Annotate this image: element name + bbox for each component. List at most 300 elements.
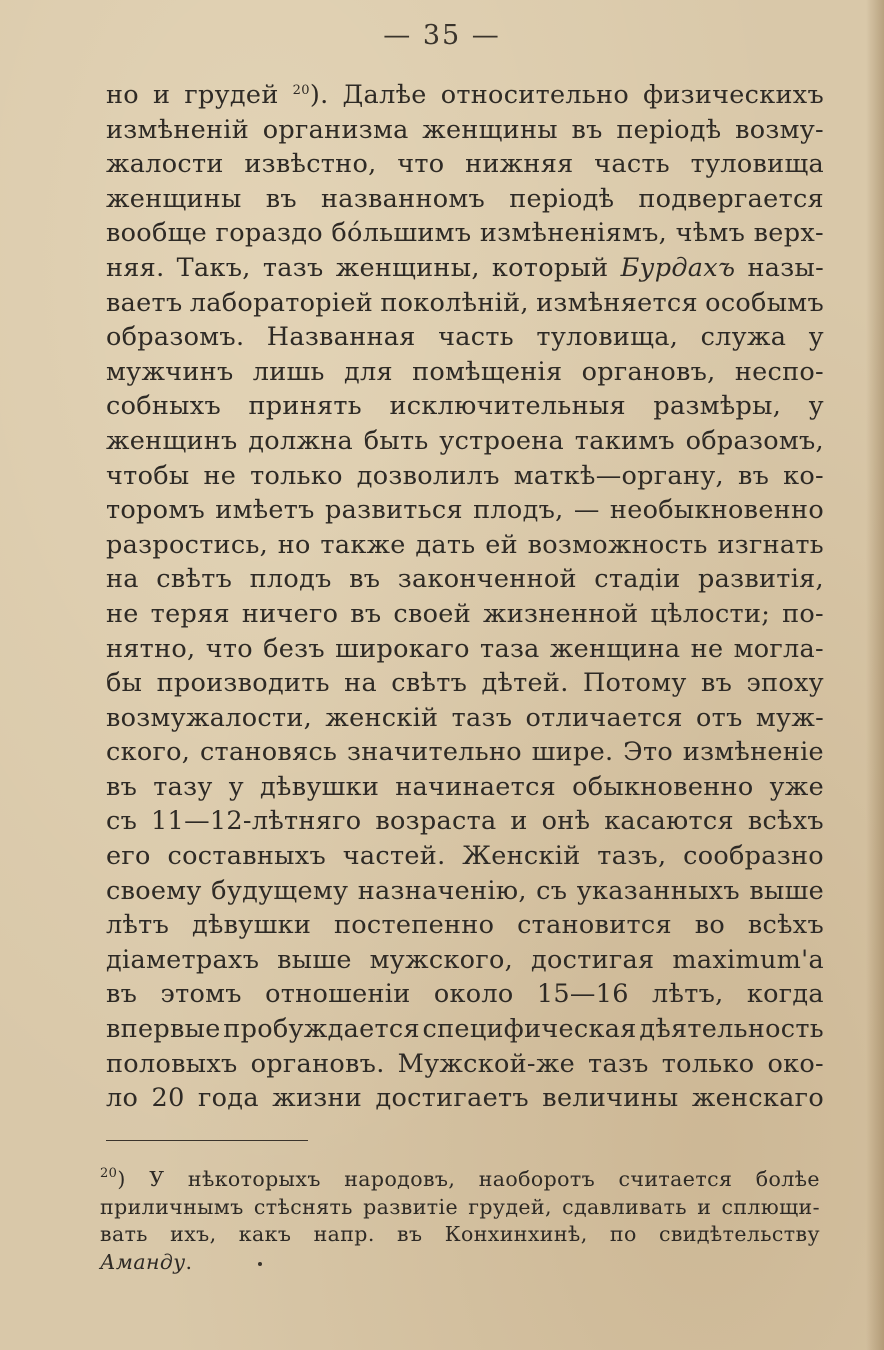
word-part: какъ bbox=[238, 1222, 292, 1246]
word bbox=[756, 1166, 820, 1194]
word-part: относительно bbox=[440, 80, 630, 110]
word bbox=[357, 459, 500, 494]
word-part: лишь bbox=[252, 356, 325, 387]
word bbox=[254, 1194, 353, 1222]
word bbox=[153, 78, 170, 113]
word-part: и bbox=[697, 1194, 712, 1219]
word bbox=[676, 216, 746, 251]
word bbox=[528, 528, 708, 563]
word bbox=[696, 701, 743, 736]
word bbox=[263, 113, 409, 148]
word bbox=[532, 735, 614, 770]
word bbox=[738, 459, 769, 494]
word bbox=[106, 562, 139, 597]
word bbox=[229, 770, 244, 805]
word-part: подвергается bbox=[638, 183, 824, 214]
text-line bbox=[106, 1047, 824, 1082]
word bbox=[462, 839, 580, 874]
word bbox=[153, 770, 212, 805]
word-part: возможность bbox=[527, 529, 708, 560]
word bbox=[192, 908, 311, 943]
word-part: развиться bbox=[325, 495, 463, 526]
word-part: тазъ bbox=[262, 252, 324, 283]
word bbox=[616, 113, 721, 148]
word-part: верх- bbox=[753, 218, 824, 249]
word bbox=[106, 735, 190, 770]
word-part: но bbox=[106, 80, 139, 110]
page-number: — 35 — bbox=[383, 20, 501, 51]
word bbox=[106, 597, 139, 632]
word-part: въ bbox=[350, 598, 382, 629]
word-part: развитіе bbox=[363, 1194, 459, 1219]
word bbox=[320, 528, 405, 563]
word-part: будущему bbox=[211, 875, 349, 906]
word-part: собныхъ bbox=[106, 391, 221, 422]
word bbox=[106, 182, 242, 217]
text-line bbox=[106, 735, 824, 770]
word bbox=[610, 1221, 637, 1249]
word-part: особымъ bbox=[705, 287, 824, 318]
word-part: года bbox=[198, 1083, 259, 1114]
word-part: для bbox=[343, 356, 393, 387]
word-part: ихъ, bbox=[170, 1222, 217, 1246]
word bbox=[422, 113, 558, 148]
word bbox=[588, 1047, 649, 1082]
word bbox=[358, 874, 527, 909]
word bbox=[483, 597, 639, 632]
word-part: чѣмъ bbox=[675, 218, 746, 249]
word bbox=[272, 1081, 362, 1116]
word-part: уже bbox=[769, 771, 824, 802]
text-line bbox=[106, 459, 824, 494]
word-part: дѣятельность bbox=[639, 1014, 824, 1045]
word bbox=[206, 632, 253, 667]
word-part: по- bbox=[782, 598, 824, 629]
word-part: Это bbox=[623, 737, 674, 768]
word-part: Названная bbox=[266, 322, 416, 353]
word bbox=[423, 1012, 637, 1047]
word bbox=[278, 528, 311, 563]
word-part: Конхинхинѣ, bbox=[444, 1222, 588, 1246]
word bbox=[492, 251, 608, 286]
word bbox=[398, 1047, 575, 1082]
word-part: величины bbox=[542, 1083, 679, 1114]
word-part: діаметрахъ bbox=[106, 944, 260, 975]
text-line bbox=[106, 320, 824, 355]
word-part: изгнать bbox=[717, 529, 824, 560]
word-part: всѣхъ bbox=[747, 910, 824, 941]
word-part: отношеніи bbox=[265, 979, 411, 1010]
word bbox=[672, 943, 824, 978]
word-part: измѣненій bbox=[106, 114, 250, 145]
word bbox=[350, 597, 381, 632]
word-part: женскаго bbox=[691, 1083, 824, 1114]
word-part: не bbox=[690, 633, 724, 664]
text-line bbox=[106, 1081, 824, 1116]
word bbox=[734, 632, 824, 667]
text-line bbox=[106, 701, 824, 736]
text-line bbox=[106, 666, 824, 701]
word-part: разростись, bbox=[106, 529, 269, 560]
word bbox=[536, 320, 678, 355]
word bbox=[325, 701, 438, 736]
word bbox=[250, 562, 332, 597]
word-part: 11—12-лѣтняго bbox=[151, 806, 362, 837]
word-part: нижняя bbox=[465, 149, 574, 180]
word-part: возму- bbox=[735, 114, 824, 145]
word bbox=[770, 770, 824, 805]
word bbox=[809, 389, 824, 424]
word-part: тазъ, bbox=[597, 841, 667, 872]
word bbox=[485, 528, 518, 563]
word-part: отъ bbox=[696, 702, 743, 733]
word-part: женщины bbox=[422, 114, 558, 145]
word-part: быть bbox=[363, 425, 429, 456]
word-part: устроена bbox=[439, 425, 565, 456]
word bbox=[260, 770, 379, 805]
word-part: торомъ bbox=[106, 495, 205, 526]
word bbox=[106, 632, 195, 667]
word-part: женщины bbox=[106, 183, 242, 214]
word bbox=[393, 597, 471, 632]
word bbox=[452, 701, 513, 736]
footnote-line bbox=[100, 1194, 820, 1222]
word bbox=[686, 424, 824, 459]
word bbox=[582, 355, 716, 390]
word-part: только bbox=[250, 460, 343, 491]
word bbox=[583, 666, 687, 701]
word-part: народовъ, bbox=[344, 1167, 456, 1191]
word bbox=[106, 701, 312, 736]
emphasized-name: Аманду bbox=[100, 1249, 186, 1274]
word bbox=[321, 182, 485, 217]
word bbox=[536, 874, 567, 909]
word bbox=[100, 1166, 126, 1194]
word bbox=[659, 1221, 820, 1249]
text-line bbox=[106, 562, 824, 597]
word-part: женскій bbox=[325, 702, 439, 733]
word bbox=[638, 182, 824, 217]
word-part: также bbox=[320, 529, 406, 560]
word bbox=[277, 943, 352, 978]
emphasized-name: Бурдахъ bbox=[620, 252, 736, 283]
word bbox=[397, 147, 444, 182]
word bbox=[106, 770, 137, 805]
word bbox=[747, 977, 824, 1012]
word-part: дать bbox=[415, 529, 476, 560]
word bbox=[106, 666, 142, 701]
word-part: и bbox=[510, 806, 528, 837]
word bbox=[536, 286, 698, 321]
word-part: У bbox=[149, 1167, 165, 1191]
word bbox=[441, 78, 629, 113]
word bbox=[106, 528, 268, 563]
word-part: своей bbox=[393, 598, 471, 629]
word bbox=[481, 666, 568, 701]
word bbox=[574, 493, 600, 528]
word-part: тазу bbox=[153, 771, 213, 802]
word-part: нѣкоторыхъ bbox=[187, 1167, 321, 1191]
text-line bbox=[106, 1012, 824, 1047]
word-part: ) bbox=[117, 1167, 126, 1191]
word-part: но bbox=[277, 529, 311, 560]
word bbox=[509, 182, 614, 217]
word-part: лѣтъ bbox=[106, 910, 170, 941]
word-part: назначенію, bbox=[357, 875, 527, 906]
word-part: измѣняется bbox=[536, 287, 698, 318]
word bbox=[244, 147, 376, 182]
word bbox=[643, 78, 824, 113]
text-line bbox=[106, 839, 824, 874]
word bbox=[248, 424, 353, 459]
word-part: сдавливать bbox=[562, 1194, 687, 1219]
word bbox=[293, 78, 329, 113]
word bbox=[168, 839, 326, 874]
word bbox=[106, 839, 151, 874]
word bbox=[412, 355, 562, 390]
word-part: названномъ bbox=[321, 183, 486, 214]
word-part: вообще bbox=[106, 218, 208, 249]
word bbox=[106, 320, 244, 355]
word bbox=[344, 355, 393, 390]
word bbox=[106, 251, 164, 286]
word bbox=[211, 874, 348, 909]
word bbox=[100, 1194, 244, 1222]
word bbox=[468, 1194, 552, 1222]
word bbox=[692, 1081, 824, 1116]
word-part: служа bbox=[700, 322, 787, 353]
word-part: законченной bbox=[397, 564, 577, 595]
word-part: періодѣ bbox=[616, 114, 722, 145]
word bbox=[106, 874, 202, 909]
word bbox=[380, 286, 528, 321]
text-line bbox=[106, 977, 824, 1012]
footnote-line bbox=[100, 1221, 820, 1249]
word-part: няя. bbox=[106, 252, 165, 283]
word bbox=[223, 1012, 420, 1047]
text-line bbox=[106, 424, 824, 459]
word bbox=[266, 182, 297, 217]
word-part: организма bbox=[262, 114, 409, 145]
word bbox=[375, 1081, 528, 1116]
word-part: свѣтъ bbox=[156, 564, 233, 595]
word bbox=[705, 286, 824, 321]
word-part: во bbox=[694, 910, 726, 941]
word bbox=[106, 1012, 221, 1047]
word-part: гораздо bbox=[215, 218, 323, 249]
word bbox=[572, 113, 603, 148]
word bbox=[782, 597, 824, 632]
ink-speck bbox=[258, 1262, 262, 1266]
word bbox=[575, 424, 675, 459]
word-part: маткѣ—органу, bbox=[513, 460, 724, 491]
word bbox=[754, 216, 824, 251]
word bbox=[783, 459, 824, 494]
word bbox=[398, 562, 577, 597]
word-part: дозволилъ bbox=[356, 460, 500, 491]
word-part: око- bbox=[767, 1048, 824, 1079]
word-part: на bbox=[106, 564, 139, 595]
word bbox=[721, 1194, 819, 1222]
word-part: постепенно bbox=[333, 910, 495, 941]
word bbox=[251, 1047, 385, 1082]
word bbox=[517, 908, 672, 943]
word-part: плодъ, bbox=[473, 495, 564, 526]
word-part: его bbox=[106, 841, 151, 872]
text-line bbox=[106, 113, 824, 148]
word-part: чтобы bbox=[106, 460, 190, 491]
word bbox=[344, 1166, 455, 1194]
word-part: стѣснять bbox=[253, 1194, 353, 1219]
word-part: впервые bbox=[106, 1014, 221, 1045]
word bbox=[577, 874, 740, 909]
word-part: ко- bbox=[783, 460, 824, 491]
word-part: сплющи- bbox=[721, 1194, 820, 1219]
word bbox=[697, 1194, 711, 1222]
word bbox=[683, 735, 824, 770]
word-part: органовъ, bbox=[581, 356, 716, 387]
word bbox=[550, 632, 681, 667]
text-line bbox=[106, 389, 824, 424]
word-part: указанныхъ bbox=[576, 875, 740, 906]
word-part: жизни bbox=[272, 1083, 363, 1114]
word-part: размѣры, bbox=[653, 391, 782, 422]
word bbox=[746, 666, 824, 701]
word-part: тазъ bbox=[588, 1048, 649, 1079]
word-part: шире. bbox=[531, 737, 614, 768]
word bbox=[106, 943, 259, 978]
footnote-marker: 20 bbox=[100, 1166, 118, 1181]
word-part: женщинъ bbox=[106, 425, 238, 456]
word-part: у bbox=[808, 391, 824, 422]
word bbox=[106, 286, 182, 321]
word-part: стадіи bbox=[594, 564, 681, 595]
text-line bbox=[106, 908, 824, 943]
word bbox=[415, 528, 475, 563]
word bbox=[177, 251, 251, 286]
word bbox=[253, 355, 325, 390]
word bbox=[331, 216, 471, 251]
word-part: достигая bbox=[530, 944, 655, 975]
word-part: мужского, bbox=[369, 944, 514, 975]
word bbox=[106, 78, 139, 113]
word-part: теряя bbox=[150, 598, 230, 629]
word-part: туловища, bbox=[536, 322, 679, 353]
word bbox=[334, 908, 494, 943]
word-part: составныхъ bbox=[167, 841, 326, 872]
word bbox=[106, 1081, 138, 1116]
word bbox=[200, 735, 337, 770]
word bbox=[239, 1221, 292, 1249]
word-part: онѣ bbox=[541, 806, 591, 837]
word-part: грудей, bbox=[468, 1194, 552, 1219]
word bbox=[106, 216, 207, 251]
footnote-marker: 20 bbox=[292, 83, 310, 98]
text-line bbox=[106, 182, 824, 217]
word-part: сообразно bbox=[683, 841, 824, 872]
word-part: пробуждается bbox=[223, 1014, 420, 1045]
word bbox=[652, 977, 724, 1012]
word bbox=[809, 320, 824, 355]
word bbox=[106, 1047, 238, 1082]
word-part: такимъ bbox=[574, 425, 675, 456]
word-part: необыкновенно bbox=[609, 495, 824, 526]
word-part: въ bbox=[106, 771, 138, 802]
word bbox=[106, 977, 137, 1012]
word bbox=[106, 147, 224, 182]
word bbox=[106, 459, 189, 494]
word bbox=[748, 908, 824, 943]
word-part: женщина bbox=[549, 633, 681, 664]
word-part: принять bbox=[248, 391, 362, 422]
word bbox=[514, 459, 724, 494]
word-part: отличается bbox=[525, 702, 683, 733]
word bbox=[250, 459, 343, 494]
word-part: лабораторіей bbox=[189, 287, 374, 318]
word bbox=[347, 735, 522, 770]
word bbox=[335, 632, 470, 667]
text-line bbox=[106, 632, 824, 667]
word-part: всѣхъ bbox=[747, 806, 824, 837]
word-part: вать bbox=[100, 1222, 148, 1246]
word bbox=[349, 562, 380, 597]
word bbox=[106, 493, 205, 528]
word bbox=[717, 528, 824, 563]
word-part: болѣе bbox=[755, 1167, 820, 1191]
text-line bbox=[106, 943, 824, 978]
footnote-line bbox=[100, 1166, 820, 1194]
main-text bbox=[106, 78, 824, 1116]
word bbox=[106, 908, 169, 943]
word bbox=[160, 977, 241, 1012]
word-part: безъ bbox=[263, 633, 325, 664]
word bbox=[390, 389, 626, 424]
word-part: эпоху bbox=[746, 668, 824, 699]
word-part: органовъ. bbox=[250, 1048, 385, 1079]
word-part: достигаетъ bbox=[375, 1083, 529, 1114]
word bbox=[621, 251, 736, 286]
word bbox=[242, 597, 338, 632]
word-part: ского, bbox=[106, 737, 191, 768]
word-part: становится bbox=[517, 910, 672, 941]
word bbox=[263, 251, 324, 286]
word bbox=[395, 770, 556, 805]
word-part: когда bbox=[746, 979, 824, 1010]
word bbox=[149, 1166, 164, 1194]
word bbox=[370, 943, 513, 978]
word-part: поколѣній, bbox=[380, 287, 529, 318]
word-part: въ bbox=[571, 114, 603, 145]
footnote-line bbox=[100, 1249, 820, 1277]
word bbox=[263, 632, 325, 667]
word-part: ваетъ bbox=[106, 287, 183, 318]
word-part: ло bbox=[106, 1083, 139, 1114]
word bbox=[100, 1249, 192, 1277]
word bbox=[391, 666, 467, 701]
word bbox=[480, 216, 667, 251]
word bbox=[151, 597, 230, 632]
word-part: напр. bbox=[313, 1222, 375, 1246]
word-part: назы- bbox=[747, 252, 824, 283]
word-part: образомъ, bbox=[685, 425, 824, 456]
word bbox=[594, 562, 680, 597]
word-part: и bbox=[153, 80, 171, 110]
word bbox=[434, 977, 514, 1012]
word bbox=[691, 632, 724, 667]
word bbox=[572, 770, 753, 805]
word bbox=[662, 1047, 755, 1082]
word bbox=[701, 666, 732, 701]
